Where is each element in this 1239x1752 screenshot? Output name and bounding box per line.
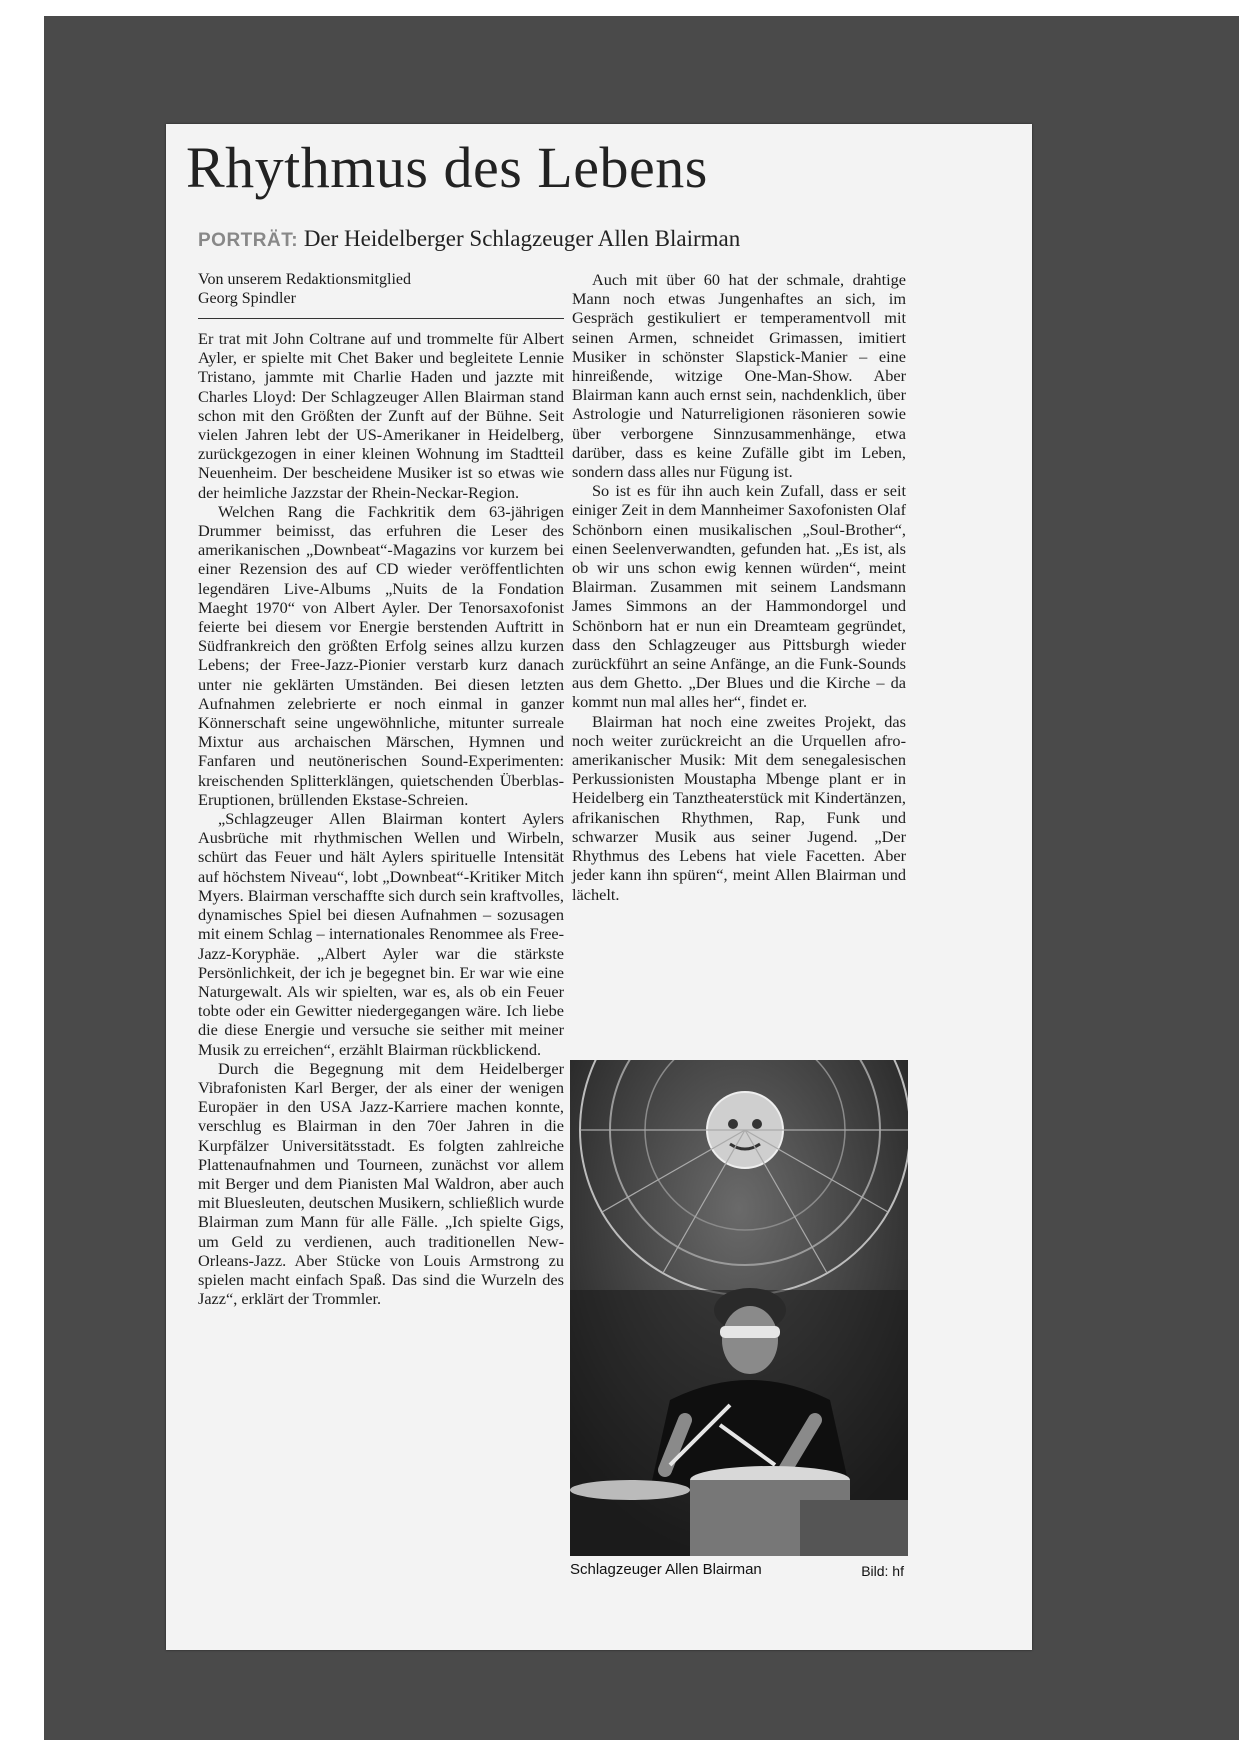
paragraph: So ist es für ihn auch kein Zufall, dass er seit einiger Zeit in dem Mannheimer Saxofonisten Olaf Schönborn einen musikalischen „Soul-Brother“, einen Seelenverwandten, gefunden hat. „Es ist, als ob wir uns schon ewig kennen würden“, meint Blairman. Zusammen mit seinem Landsmann James Simmons an der Hammondorgel und Schönborn hat er nun ein Dreamteam gegründet, dass den Schlagzeuger aus Pittsburgh wieder zurückführt an seine Anfänge, an die Funk-Sounds aus dem Ghetto. „Der Blues und die Kirche – da kommt nun mal alles her“, findet er. (572, 481, 906, 712)
byline (198, 270, 564, 319)
paragraph: „Schlagzeuger Allen Blairman kontert Aylers Ausbrüche mit rhythmischen Wellen und Wirbeln, schürt das Feuer und hält Aylers spirituelle Intensität auf höchstem Niveau“, lobt „Downbeat“-Kritiker Mitch Myers. Blairman verschaffte sich durch sein kraftvolles, dynamisches Spiel bei diesen Aufnahmen – sozusagen mit einem Schlag – internationales Renommee als Free-Jazz-Koryphäe. „Albert Ayler war die stärkste Persönlichkeit, der ich je begegnet bin. Er war wie eine Naturgewalt. Als wir spielten, war es, als ob ein Feuer tobte oder ein Gewitter niedergegangen wäre. Ich liebe die diese Energie und versuche sie seither mit meiner Musik zu erreichen“, erzählt Blairman rückblickend. (198, 809, 564, 1059)
drummer-photo-illustration (570, 1060, 908, 1556)
subheadline-text: Der Heidelberger Schlagzeuger Allen Blairman (303, 226, 741, 251)
paragraph: Blairman hat noch eine zweites Projekt, das noch weiter zurückreicht an die Urquellen afro-amerikanischer Musik: Mit dem senegalesischen Perkussionisten Moustapha Mbenge plant er in Heidelberg ein Tanztheaterstück mit Kindertänzen, afrikanischen Rhythmen, Rap, Funk und schwarzer Musik aus seiner Jugend. „Der Rhythmus des Lebens hat viele Facetten. Aber jeder kann ihn spüren“, meint Allen Blairman und lächelt. (572, 711, 906, 904)
paragraph: Welchen Rang die Fachkritik dem 63-jährigen Drummer beimisst, das erfuhren die Leser des amerikanischen „Downbeat“-Magazins vor kurzem bei einer Rezension des auf CD wieder veröffentlichten legendären Live-Albums „Nuits de la Fondation Maeght 1970“ von Albert Ayler. Der Tenorsaxofonist feierte bei diesem vor Energie berstenden Auftritt in Südfrankreich den größten Erfolg seines allzu kurzen Lebens; der Free-Jazz-Pionier verstarb kurz danach unter nie geklärten Umständen. Bei diesen letzten Aufnahmen zelebrierte er noch einmal in ganzer Könnerschaft seine ungewöhnliche, mitunter surreale Mixtur aus archaischen Märschen, Hymnen und Fanfaren und neutönerischen Sound-Experimenten: kreischenden Splitterklängen, quietschenden Überblas-Eruptionen, brüllenden Ekstase-Schreien. (198, 501, 564, 809)
headline: Rhythmus des Lebens (186, 135, 708, 200)
subheadline (198, 226, 740, 252)
paragraph: Er trat mit John Coltrane auf und trommelte für Albert Ayler, er spielte mit Chet Baker und begleitete Lennie Tristano, jammte mit Charlie Haden und jazzte mit Charles Lloyd: Der Schlagzeuger Allen Blairman stand schon mit den Größten der Zunft auf der Bühne. Seit vielen Jahren lebt der US-Amerikaner in Heidelberg, zurückgezogen in einer kleinen Wohnung im Stadtteil Neuenheim. Der bescheidene Musiker ist so etwas wie der heimliche Jazzstar der Rhein-Neckar-Region. (198, 329, 564, 502)
photo-caption (570, 1561, 908, 1578)
paragraph: Durch die Begegnung mit dem Heidelberger Vibrafonisten Karl Berger, der als einer der wenigen Europäer in den USA Jazz-Karriere machen konnte, verschlug es Blairman in den 70er Jahren in die Kurpfälzer Universitätsstadt. Es folgten zahlreiche Plattenaufnahmen und Tourneen, zunächst vor allem mit Berger und dem Pianisten Mal Waldron, aber auch mit Bluesleuten, deutschen Musikern, schließlich wurde Blairman zum Mann für alle Fälle. „Ich spielte Gigs, um Geld zu verdienen, auch traditionellen New-Orleans-Jazz. Aber Stücke von Louis Armstrong zu spielen macht einfach Spaß. Das sind die Wurzeln des Jazz“, erklärt der Trommler. (198, 1058, 564, 1309)
article-column-right (572, 270, 906, 904)
kicker-label: PORTRÄT: (198, 230, 299, 251)
photo-credit: Bild: hf (861, 1563, 904, 1579)
byline-line-1: Von unserem Redaktionsmitglied (198, 271, 412, 288)
drummer-photo (570, 1060, 908, 1556)
newspaper-clipping (166, 124, 1032, 1650)
paragraph: Auch mit über 60 hat der schmale, drahtige Mann noch etwas Jungenhaftes an sich, im Gespräch gestikuliert er temperamentvoll mit seinen Armen, schneidet Grimassen, imitiert Musiker in schönster Slapstick-Manier – eine hinreißende, witzige One-Man-Show. Aber Blairman kann auch ernst sein, nachdenklich, über Astrologie und Naturreligionen räsonieren sowie über verborgene Sinnzusammenhänge, etwa darüber, dass es keine Zufälle gibt im Leben, sondern dass alles nur Fügung ist. (572, 270, 906, 482)
article-column-left (198, 329, 564, 1308)
byline-author: Georg Spindler (198, 290, 296, 307)
caption-text: Schlagzeuger Allen Blairman (570, 1561, 762, 1578)
